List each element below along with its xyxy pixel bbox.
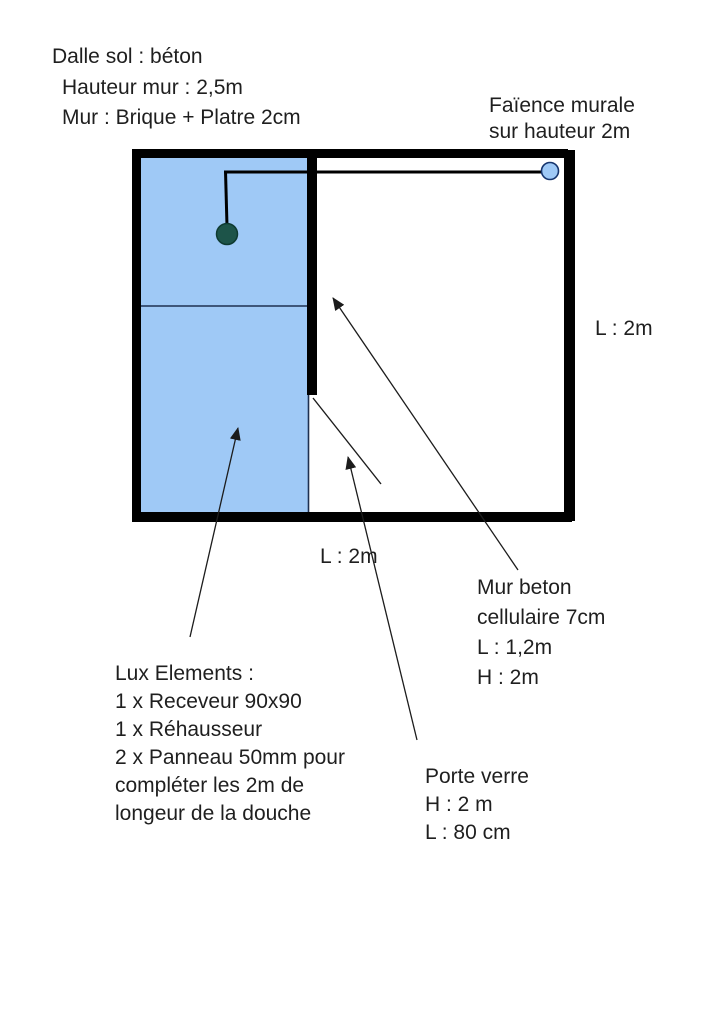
note-mur-brique: Mur : Brique + Platre 2cm [62,106,301,129]
note-porte-line1: Porte verre [425,765,529,788]
shower-zone [141,157,308,513]
note-dalle-sol: Dalle sol : béton [52,45,203,68]
note-lux-line1: Lux Elements : [115,662,254,685]
note-porte-line3: L : 80 cm [425,821,511,844]
note-mur-beton-line1: Mur beton [477,576,572,599]
note-mur-beton-line3: L : 1,2m [477,636,553,659]
pipe-outlet-circle [542,163,559,180]
note-lux-line4: 2 x Panneau 50mm pour [115,746,345,769]
wall-bottom [132,512,572,522]
arrow-to-partition-wall [333,298,518,570]
note-porte-verre [425,763,529,847]
note-faience-line1: Faïence murale [489,94,635,117]
note-lux-line2: 1 x Receveur 90x90 [115,690,302,713]
note-porte-line2: H : 2 m [425,793,493,816]
note-lux-elements [115,660,345,828]
note-faience [489,93,635,145]
wall-left [132,149,141,522]
note-mur-beton [477,573,605,693]
wall-partition [307,153,317,395]
shower-head-dot [217,224,238,245]
glass-door-line [313,398,381,484]
wall-top [132,149,568,158]
note-lux-line5: compléter les 2m de [115,774,305,797]
note-mur-beton-line4: H : 2m [477,666,539,689]
dimension-bottom: L : 2m [320,545,378,568]
dimension-right: L : 2m [595,317,653,340]
wall-right [564,150,575,521]
arrow-to-glass-door [348,457,417,740]
pipe-vertical [226,171,228,226]
note-lux-line6: longeur de la douche [115,802,312,825]
note-mur-beton-line2: cellulaire 7cm [477,606,606,629]
note-hauteur-mur: Hauteur mur : 2,5m [62,76,243,99]
note-lux-line3: 1 x Réhausseur [115,718,263,741]
note-faience-line2: sur hauteur 2m [489,120,631,143]
